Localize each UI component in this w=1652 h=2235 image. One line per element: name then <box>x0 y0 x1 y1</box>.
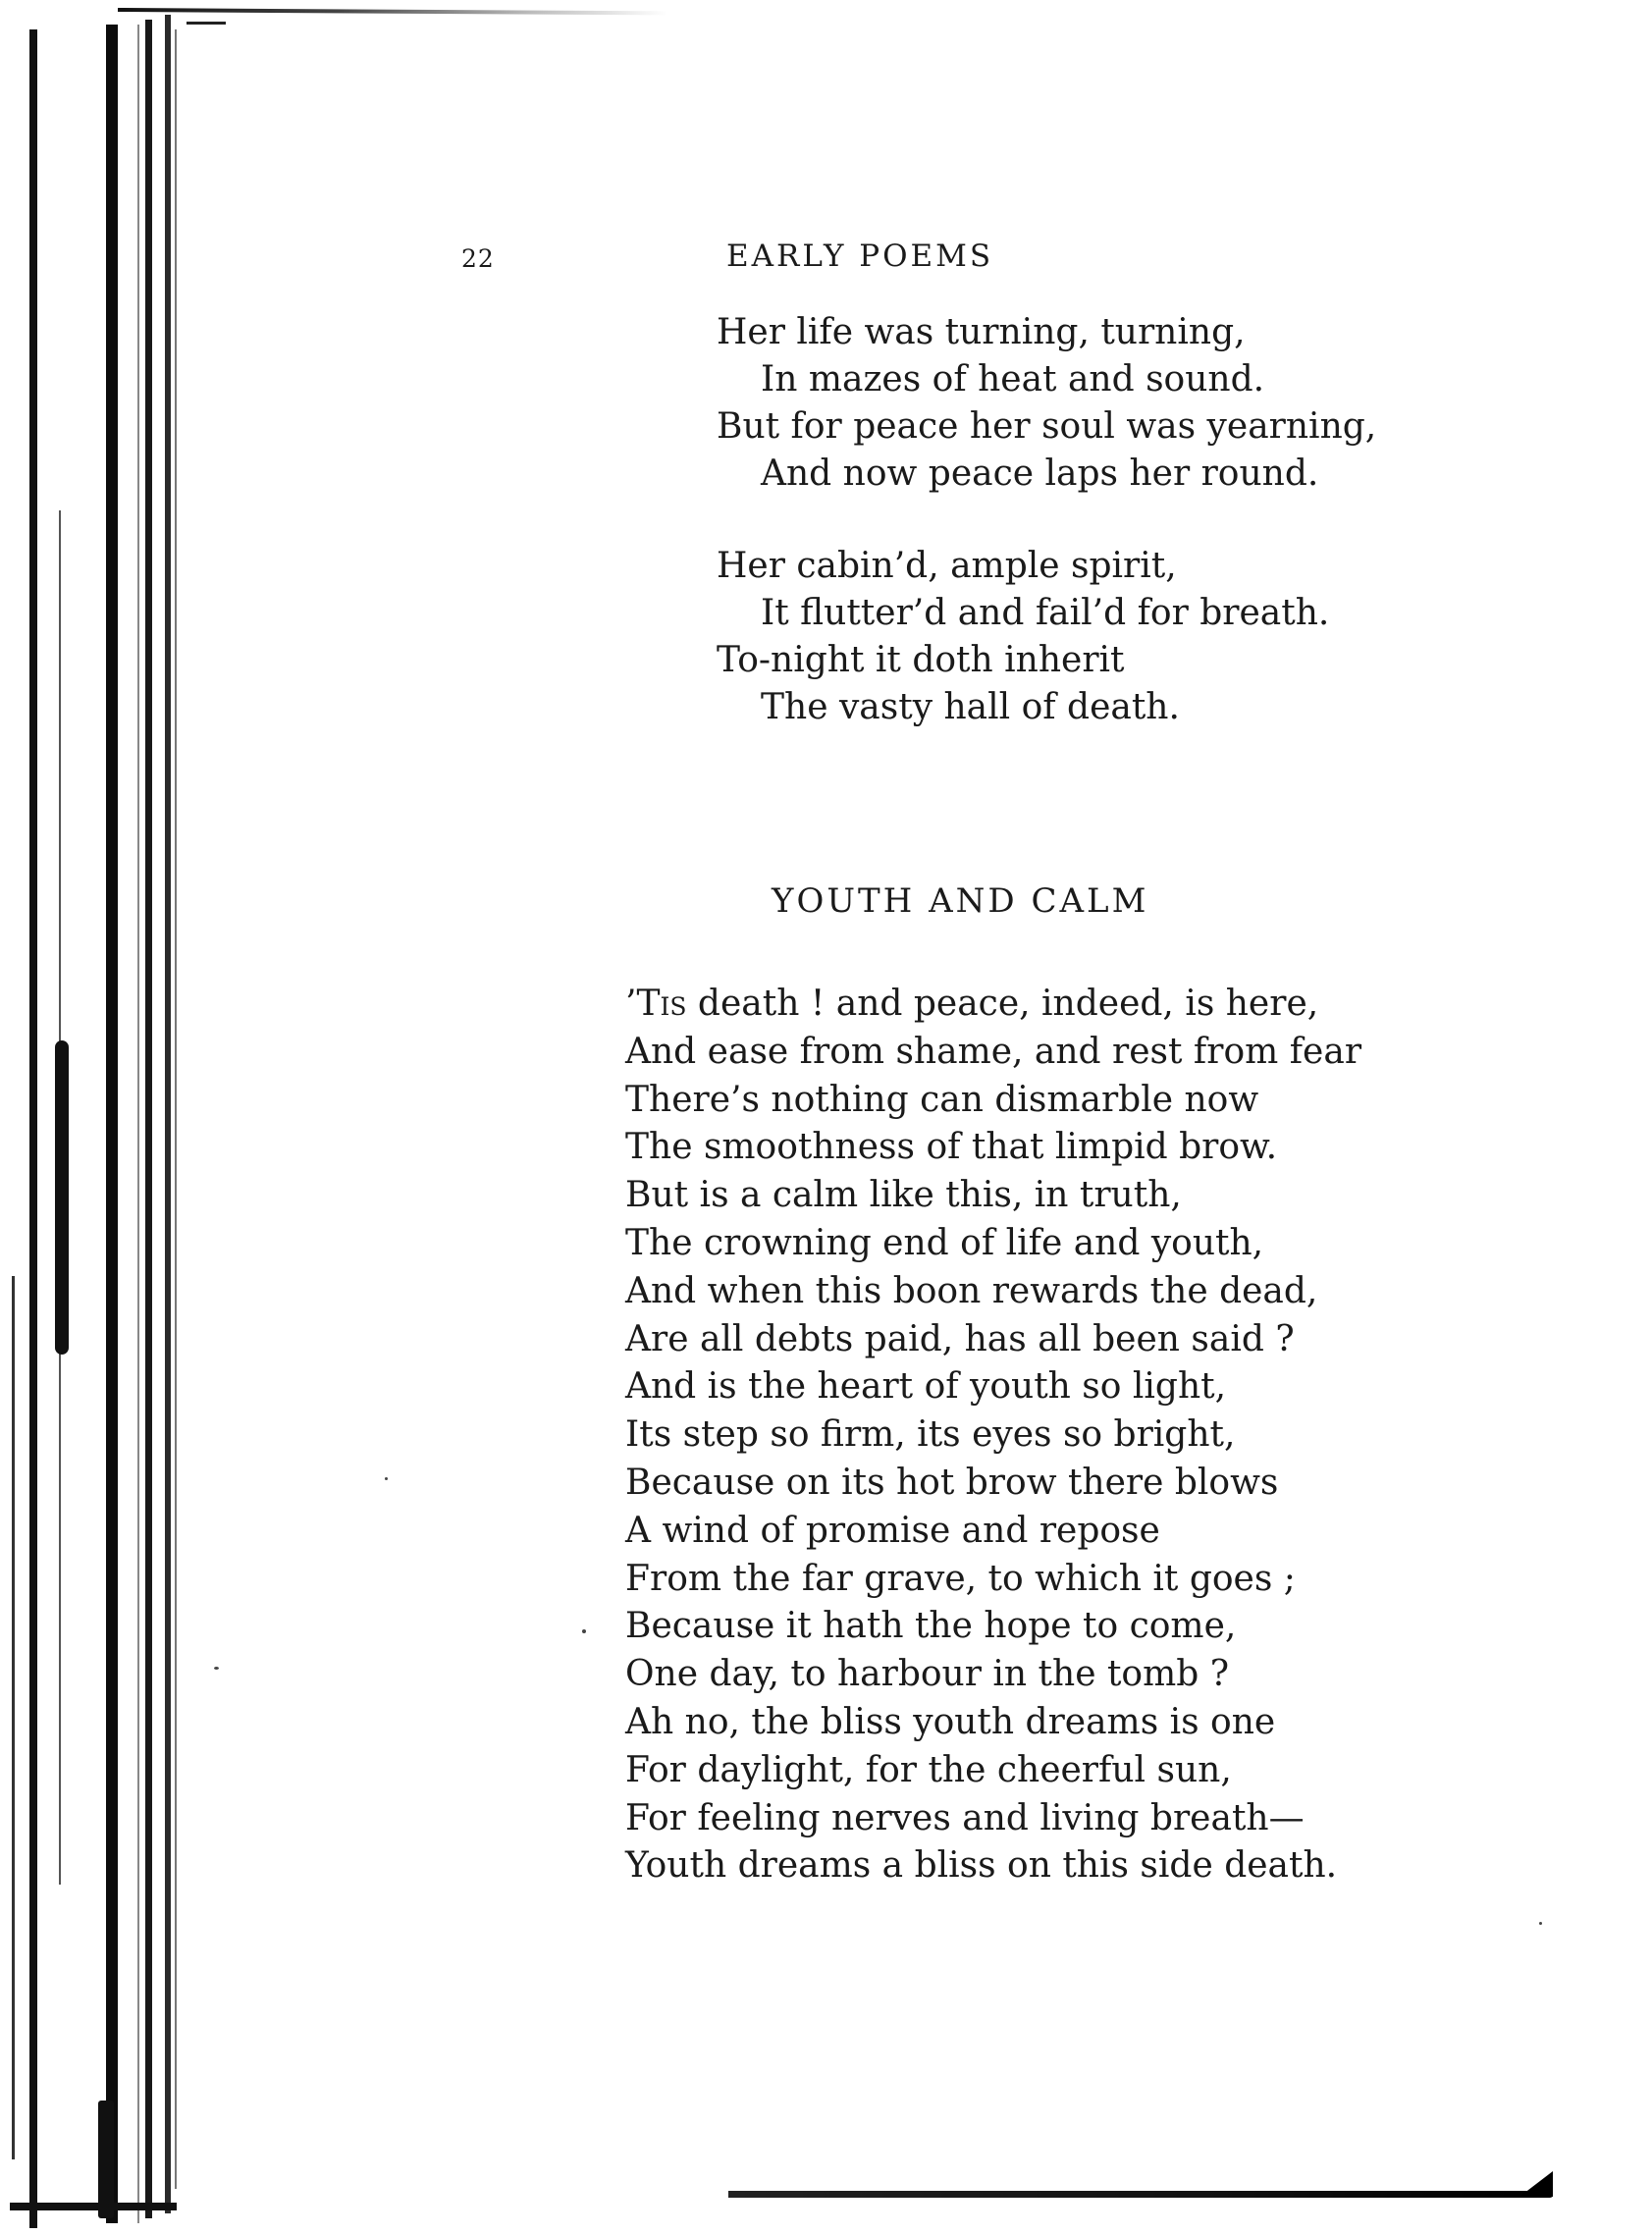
scan-bottom-edge <box>728 2191 1553 2198</box>
verse-line: Youth dreams a bliss on this side death. <box>625 1845 1338 1887</box>
scan-speck <box>214 1667 219 1670</box>
book-spine-shadow <box>55 1040 69 1355</box>
scan-bottom-edge-tip <box>1519 2171 1553 2197</box>
verse-line: The crowning end of life and youth, <box>625 1222 1264 1263</box>
scan-speck <box>1539 1922 1542 1925</box>
stanza <box>717 543 1329 731</box>
opening-line-rest: death ! and peace, indeed, is here, <box>686 984 1319 1024</box>
verse-line: A wind of promise and repose <box>625 1510 1160 1551</box>
verse-line: Because it hath the hope to come, <box>625 1606 1237 1647</box>
verse-line: Her cabin’d, ample spirit, <box>717 546 1177 586</box>
verse-line: One day, to harbour in the tomb ? <box>625 1654 1230 1695</box>
book-spine-edge <box>175 29 177 2189</box>
verse-line: Its step so firm, its eyes so bright, <box>625 1414 1236 1456</box>
verse-line: Are all debts paid, has all been said ? <box>625 1318 1295 1359</box>
book-spine-edge <box>145 20 152 2218</box>
verse-line: From the far grave, to which it goes ; <box>625 1558 1296 1599</box>
verse-line: To-night it doth inherit <box>717 640 1125 680</box>
verse-line: Ah no, the bliss youth dreams is one <box>625 1701 1276 1742</box>
book-spine-edge <box>106 25 118 2223</box>
verse-line: For daylight, for the cheerful sun, <box>625 1749 1232 1790</box>
poem-body <box>625 981 1361 1890</box>
verse-line <box>625 981 1361 1029</box>
book-spine-edge <box>165 15 171 2213</box>
book-spine-edge <box>12 1276 15 2159</box>
verse-line: But for peace her soul was yearning, <box>717 406 1377 447</box>
book-spine-edge <box>29 29 37 2228</box>
opening-small-caps: ’Tis <box>625 984 687 1024</box>
verse-line: The vasty hall of death. <box>761 687 1180 727</box>
running-head <box>461 239 1541 278</box>
verse-line: It flutter’d and fail’d for breath. <box>761 593 1330 633</box>
verse-line: There’s nothing can dismarble now <box>625 1079 1259 1120</box>
poem-title: YOUTH AND CALM <box>772 881 1149 921</box>
scan-speck <box>385 1477 388 1480</box>
verse-line: Because on its hot brow there blows <box>625 1462 1279 1503</box>
book-spine-base <box>10 2203 177 2210</box>
running-head-title: EARLY POEMS <box>726 239 994 274</box>
verse-line: And when this boon rewards the dead, <box>625 1270 1318 1311</box>
verse-line: Her life was turning, turning, <box>717 312 1246 352</box>
verse-line: And now peace laps her round. <box>761 453 1319 494</box>
verse-line: And ease from shame, and rest from fear <box>625 1031 1362 1072</box>
verse-line: In mazes of heat and sound. <box>761 359 1265 399</box>
verse-line: And is the heart of youth so light, <box>625 1366 1227 1408</box>
scan-speck <box>582 1629 586 1633</box>
scan-top-edge-mark <box>187 22 226 25</box>
verse-line: But is a calm like this, in truth, <box>625 1175 1182 1216</box>
scan-top-edge <box>118 8 667 15</box>
book-spine-edge <box>137 25 139 2223</box>
stanza <box>717 309 1376 498</box>
verse-line: The smoothness of that limpid brow. <box>625 1127 1278 1168</box>
book-spine-shadow <box>98 2101 114 2218</box>
verse-line: For feeling nerves and living breath— <box>625 1797 1305 1838</box>
page-number: 22 <box>461 244 495 273</box>
